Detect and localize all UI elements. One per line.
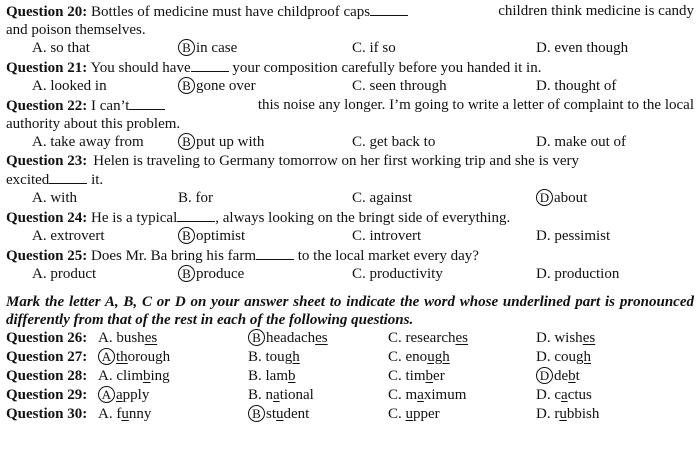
pron-option[interactable]: B. national [248,387,314,403]
pron-question-row [6,367,694,386]
underlined-part: b [288,368,296,384]
underlined-part: es [144,330,158,346]
pron-option[interactable]: C. timber [388,368,445,384]
underlined-part: es [582,330,596,346]
q20-options [6,39,694,58]
q20-line2: and poison themselves. [6,22,146,38]
underlined-part: a [116,387,123,403]
q21-option-d[interactable]: D. thought of [536,78,617,94]
q20-label: Question 20: [6,4,88,20]
underlined-part: b [425,368,434,384]
q23-option-b[interactable]: B. for [178,190,214,206]
q22-option-d[interactable]: D. make out of [536,134,626,150]
answer-circle-icon: B [178,227,195,244]
q23-option-c[interactable]: C. against [352,190,413,206]
q22-option-b[interactable]: B put up with [178,133,264,151]
underlined-part: th [116,349,128,365]
q22-label: Question 22: [6,98,88,114]
q25-blank [256,246,294,260]
q20-option-a[interactable]: A. so that [32,40,90,56]
answer-circle-icon: A [98,348,115,365]
underlined-part: gh [284,349,300,365]
q21-blank [191,58,229,72]
q25-option-b[interactable]: B produce [178,265,244,283]
q20-option-d[interactable]: D. even though [536,40,629,56]
underlined-part: u [276,406,284,422]
q23-options [6,189,694,208]
answer-circle-icon: B [178,77,195,94]
answer-circle-icon: B [178,39,195,56]
underlined-part: ugh [427,349,450,365]
pron-question-label: Question 26: [6,330,88,346]
pron-option[interactable]: C. researches [388,330,468,346]
answer-circle-icon: D [536,367,553,384]
answer-circle-icon: B [248,329,265,346]
underlined-part: gh [576,349,592,365]
q25-line1: Question 25: Does Mr. Ba bring his farm to the local market every day? [6,248,479,264]
q25-label: Question 25: [6,248,88,264]
q22-option-c[interactable]: C. get back to [352,134,436,150]
q20-before: Bottles of medicine must have childproof caps [91,4,371,20]
q23-line2: excited it. [6,172,104,188]
q22-line1: Question 22: I can’t this noise any longer. I’m going to write a letter of complaint to the local [6,97,694,114]
q25-option-d[interactable]: D. production [536,266,620,282]
q22-blank [129,96,165,110]
answer-circle-icon: A [98,386,115,403]
q25-option-c[interactable]: C. productivity [352,266,443,282]
pron-option[interactable]: A. climbing [98,368,170,384]
q20-after: children think medicine is candy [498,3,694,19]
section-instruction: Mark the letter A, B, C or D on your answer sheet to indicate the word whose underlined part is pronounced differently from that of the rest in each of the following questions. [6,294,694,328]
q24-label: Question 24: [6,210,88,226]
pron-question-label: Question 29: [6,387,88,403]
q21-option-b[interactable]: B gone over [178,77,256,95]
answer-circle-icon: D [536,189,553,206]
pron-question-label: Question 27: [6,349,88,365]
q20-option-b[interactable]: B in case [178,39,237,57]
answer-circle-icon: B [178,265,195,282]
underlined-part: u [405,406,414,422]
underlined-part: b [568,368,576,384]
pron-question-label: Question 28: [6,368,88,384]
pron-option[interactable]: D. cactus [536,387,592,403]
pron-option[interactable]: C. maximum [388,387,467,403]
pron-option[interactable]: B. tough [248,349,300,365]
pron-option[interactable]: C. upper [388,406,440,422]
q20-line1 [6,2,694,21]
pron-option[interactable]: D. wishes [536,330,596,346]
pron-option[interactable]: B student [248,405,309,423]
q21-line1: Question 21: You should have your composition carefully before you handed it in. [6,60,542,76]
q22-option-a[interactable]: A. take away from [32,134,144,150]
q23-option-d[interactable]: D about [536,189,587,207]
pronunciation-questions [6,329,694,424]
underlined-part: a [417,387,424,403]
q22-options [6,133,694,152]
pron-option[interactable]: A apply [98,386,149,404]
pron-question-row [6,405,694,424]
q21-options [6,77,694,96]
q24-option-c[interactable]: C. introvert [352,228,422,244]
underlined-part: b [143,368,151,384]
q21-option-c[interactable]: C. seen through [352,78,447,94]
q24-line1: Question 24: He is a typical , always looking on the bringt side of everything. [6,210,511,226]
answer-circle-icon: B [248,405,265,422]
pron-option[interactable]: C. enough [388,349,450,365]
q24-blank [177,208,215,222]
pron-question-row [6,329,694,348]
pron-option[interactable]: B headaches [248,329,328,347]
underlined-part: u [121,406,129,422]
q24-option-d[interactable]: D. pessimist [536,228,611,244]
underlined-part: u [559,406,567,422]
q23-option-a[interactable]: A. with [32,190,78,206]
underlined-part: es [315,330,328,346]
pron-question-row [6,348,694,367]
q25-options [6,265,694,284]
pron-question-label: Question 30: [6,406,88,422]
q24-option-b[interactable]: B optimist [178,227,245,245]
underlined-part: a [273,387,280,403]
pron-option[interactable]: A thorough [98,348,170,366]
q21-option-a[interactable]: A. looked in [32,78,107,94]
pron-option[interactable]: D. cough [536,349,592,365]
q24-options [6,227,694,246]
q22-line2: authority about this problem. [6,116,181,132]
underlined-part: a [561,387,568,403]
pron-option[interactable]: A. funny [98,406,152,422]
q25-option-a[interactable]: A. product [32,266,97,282]
answer-circle-icon: B [178,133,195,150]
q23-blank [49,170,87,184]
q21-label: Question 21: [6,60,88,76]
pron-option[interactable]: B. lamb [248,368,296,384]
q23-line1: Question 23: Helen is traveling to Germany tomorrow on her first working trip and she is very [6,153,579,169]
pron-option[interactable]: D. rubbish [536,406,600,422]
exam-sheet [6,2,694,424]
q23-label: Question 23: [6,153,88,169]
pron-option[interactable]: D debt [536,367,580,385]
underlined-part: es [455,330,468,346]
q20-blank [370,2,408,16]
pron-option[interactable]: A. bushes [98,330,158,346]
q24-option-a[interactable]: A. extrovert [32,228,105,244]
q20-option-c[interactable]: C. if so [352,40,396,56]
pron-question-row [6,386,694,405]
